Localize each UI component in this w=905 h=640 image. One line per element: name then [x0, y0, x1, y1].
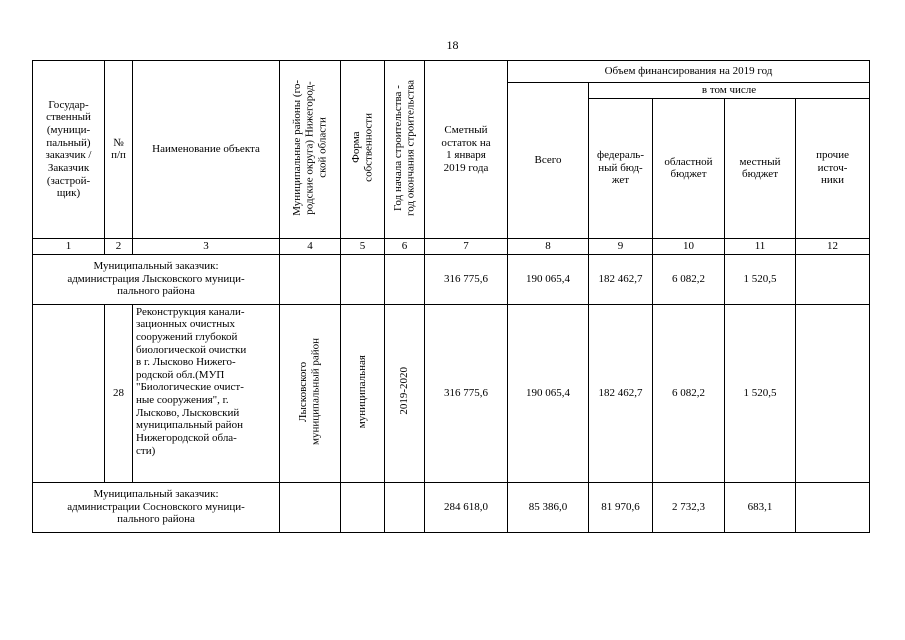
column-number: 6	[385, 238, 425, 254]
item-28-district-cell	[280, 304, 341, 482]
item-28-regional: 6 082,2	[653, 304, 725, 482]
sosnovskoe-estimate-balance: 284 618,0	[425, 482, 508, 532]
empty-cell	[341, 254, 385, 304]
header-years-cell	[385, 61, 425, 239]
lyskovo-local: 1 520,5	[725, 254, 796, 304]
table-row-item-28	[33, 304, 870, 482]
header-districts-cell	[280, 61, 341, 239]
item-28-total: 190 065,4	[508, 304, 589, 482]
header-total: Всего	[508, 83, 589, 239]
header-local: местный бюджет	[725, 98, 796, 238]
lyskovo-regional: 6 082,2	[653, 254, 725, 304]
item-28-object-name: Реконструкция канали- зационных очистных сооружений глубокой биологической очистки в г. Лысково Нижего- родской обл.(МУП "Биологические очист- ные сооружения", г. Лысково, Лысковский муниципальный район Нижегородской обла- сти)	[133, 304, 280, 482]
empty-cell	[33, 304, 105, 482]
empty-cell	[385, 482, 425, 532]
lyskovo-estimate-balance: 316 775,6	[425, 254, 508, 304]
item-28-estimate-balance: 316 775,6	[425, 304, 508, 482]
column-number: 5	[341, 238, 385, 254]
column-number: 8	[508, 238, 589, 254]
financing-table	[32, 60, 870, 533]
column-number: 11	[725, 238, 796, 254]
header-estimate-balance: Сметный остаток на 1 января 2019 года	[425, 61, 508, 239]
sosnovskoe-local: 683,1	[725, 482, 796, 532]
item-28-other	[796, 304, 870, 482]
header-regional: областной бюджет	[653, 98, 725, 238]
lyskovo-customer-label: Муниципальный заказчик: администрация Лысковского муници- пального района	[33, 254, 280, 304]
item-28-ownership-cell	[341, 304, 385, 482]
lyskovo-federal: 182 462,7	[589, 254, 653, 304]
header-districts: Муниципальные районы (го- родские округа) Нижегород- ской области	[291, 79, 329, 216]
column-number: 1	[33, 238, 105, 254]
item-28-ownership: муниципальная	[356, 354, 369, 428]
header-ownership: Форма собственности	[349, 113, 375, 182]
header-including: в том числе	[589, 83, 870, 99]
empty-cell	[280, 254, 341, 304]
header-financing-group: Объем финансирования на 2019 год	[508, 61, 870, 83]
item-28-number: 28	[105, 304, 133, 482]
lyskovo-other	[796, 254, 870, 304]
header-ownership-cell	[341, 61, 385, 239]
column-number: 2	[105, 238, 133, 254]
item-28-federal: 182 462,7	[589, 304, 653, 482]
sosnovskoe-regional: 2 732,3	[653, 482, 725, 532]
lyskovo-total: 190 065,4	[508, 254, 589, 304]
header-years: Год начала строительства - год окончания строительства	[391, 79, 417, 216]
column-number: 10	[653, 238, 725, 254]
header-object-name: Наименование объекта	[133, 61, 280, 239]
header-number: № п/п	[105, 61, 133, 239]
sosnovskoe-federal: 81 970,6	[589, 482, 653, 532]
column-number: 12	[796, 238, 870, 254]
sosnovskoe-total: 85 386,0	[508, 482, 589, 532]
header-federal: федераль- ный бюд- жет	[589, 98, 653, 238]
header-other: прочие источ- ники	[796, 98, 870, 238]
column-number: 4	[280, 238, 341, 254]
table-row-sosnovskoe-total	[33, 482, 870, 532]
empty-cell	[341, 482, 385, 532]
table-row-lyskovo-total	[33, 254, 870, 304]
sosnovskoe-customer-label: Муниципальный заказчик: администрации Сосновского муници- пального района	[33, 482, 280, 532]
sosnovskoe-other	[796, 482, 870, 532]
header-customer: Государ- ственный (муници- пальный) заказчик / Заказчик (застрой- щик)	[33, 61, 105, 239]
item-28-years-cell	[385, 304, 425, 482]
item-28-local: 1 520,5	[725, 304, 796, 482]
page-number: 18	[446, 38, 459, 52]
column-number: 3	[133, 238, 280, 254]
empty-cell	[280, 482, 341, 532]
column-number: 9	[589, 238, 653, 254]
column-numbers-row	[33, 238, 870, 254]
empty-cell	[385, 254, 425, 304]
item-28-years: 2019-2020	[398, 367, 411, 416]
item-28-district: Лысковского муниципальный район	[297, 337, 322, 445]
column-number: 7	[425, 238, 508, 254]
